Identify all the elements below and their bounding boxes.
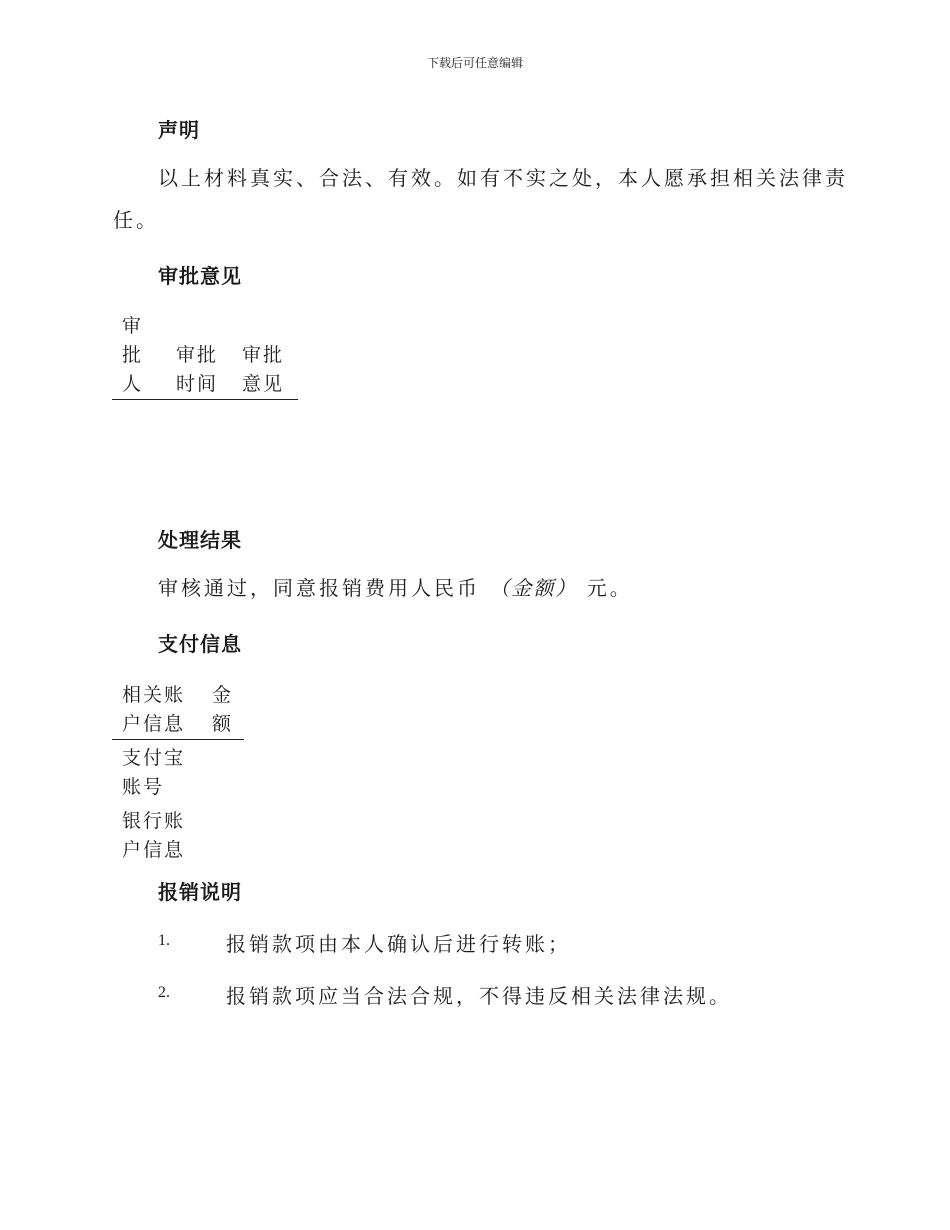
notes-item-number: 2.	[158, 984, 170, 1001]
payment-row-bank: 银行账 户信息	[122, 810, 186, 861]
notes-item-text: 报销款项由本人确认后进行转账；	[226, 932, 571, 956]
result-amount: （金额）	[489, 576, 578, 600]
notes-item-number: 1.	[158, 932, 170, 949]
payment-heading: 支付信息	[158, 632, 242, 656]
payment-col-amount: 金 额	[212, 684, 234, 735]
notes-heading: 报销说明	[158, 880, 242, 904]
result-text: 审核通过，同意报销费用人民币 （金额） 元。	[158, 576, 633, 600]
payment-col-account-info: 相关账 户信息	[122, 684, 186, 735]
payment-row-alipay: 支付宝 账号	[122, 747, 186, 798]
approval-col-opinion: 审批 意见	[242, 344, 285, 395]
notes-item-text: 报销款项应当合法合规，不得违反相关法律法规。	[226, 984, 732, 1008]
approval-col-time: 审批 时间	[176, 344, 219, 395]
payment-table-rule	[112, 739, 244, 740]
page-header: 下载后可任意编辑	[426, 56, 523, 70]
declaration-body-line1: 以上材料真实、合法、有效。如有不实之处，本人愿承担相关法律责	[158, 166, 848, 190]
approval-heading: 审批意见	[158, 264, 242, 288]
declaration-body-line2: 任。	[113, 208, 159, 232]
approval-table-rule	[112, 399, 298, 400]
result-heading: 处理结果	[158, 528, 242, 552]
declaration-heading: 声明	[158, 118, 200, 142]
approval-col-approver: 审 批 人	[122, 315, 144, 395]
